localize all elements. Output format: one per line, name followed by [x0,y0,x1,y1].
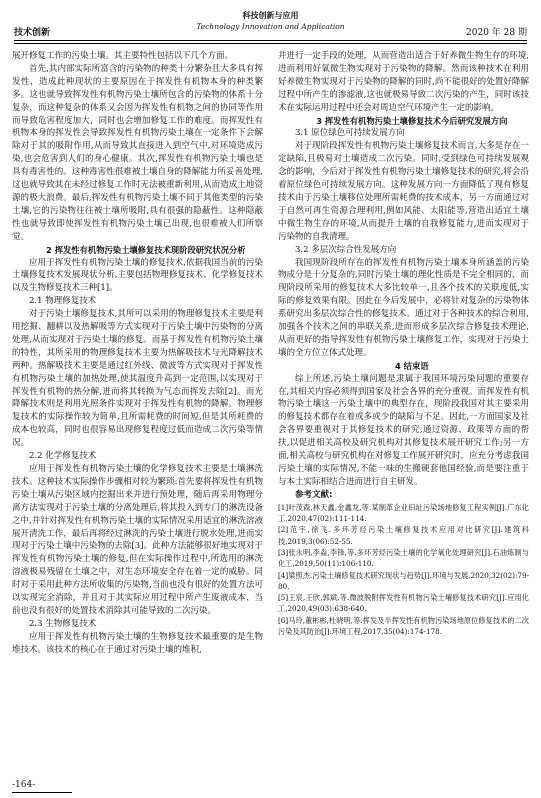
reference-item: [5]王宸,王欣,郭斌,等.微波脱附挥发性有机物污染土壤修复技术研究[J].应用化工,2020,49(03):638-640. [278,593,529,614]
body-paragraph: 并进行一定手段的处理，从而营造出适合于好养微生物生存的环境,进而利用好氧微生物实现对于污染物的降解。然而该种技术在利用好养微生物实现对于污染物的降解的同时,尚不能很好的处置好降解过程中所产生的渗滤液,这也就极易导致二次污染的产生，同时该技术在实际运用过程中还会对周边空气环境产生一定的影响。 [278,51,529,113]
reference-item: [1]叶茂森,林天鑫,金鑫龙,等.某制革企业旧址污染场地修复工程实例[J].广东化工,2020,47(02):111-114. [278,502,529,524]
reference-item: [4]梁照杰.污染土壤修复技术研究现状与趋势[J].环境与发展,2020,32(02):79-80. [278,570,529,591]
header-rule-thick [14,40,527,41]
body-paragraph: 应用于挥发性有机物污染土壤的生物修复技术最重要的是生物堆技术。该技术的核心在于通过对污染土壤的堆积, [12,631,263,655]
reference-item: [2]范宇,徐飞.多环芳烃污染土壤修复技术应用对比研究[J].建筑科技,2019,3(06):52-55. [278,525,529,546]
subsection-heading: 2.1 物理修复技术 [29,296,97,307]
body-paragraph: 应用于挥发性有机物污染土壤的修复技术,依据我国当前的污染土壤修复技术发展现状分析,主要包括物理修复技术、化学修复技术以及生物修复技术三种[1]。 [12,257,263,294]
references-heading: 参考文献: [295,489,333,500]
body-paragraph: 首先,其内部实际所富含的污染物的种类十分繁杂且大多具有挥发性，造成此种现状的主要原因在于挥发性有机物本身的种类繁多。这也就导致挥发性有机物污染土壤所包含的污染物的体系十分复杂，而这种复杂的体系又会因为挥发性有机物之间的协同等作用而导致危害程度加大，同时也会增加修复工作的难度。而挥发性有机物本身的挥发性会导致挥发性有机物污染土壤在一定条件下会解除对于其的吸附作用,从而导致其直接进入到空气中,对环境造成污染,也会危害到人们的身心健康。其次,挥发性有机物污染土壤也是具有毒害性的。这种毒害性很难被土壤自身的降解能力所妥善处理,这也就导致其在未经过修复工作时无法被重新利用,从而造成土地资源的极大浪费。最后,挥发性有机物污染土壤不同于其他类型的污染土壤,它的污染物往往被土壤所吸附,具有很强的隐蔽性。这种隐蔽性也就导致即使挥发性有机物污染土壤已出现,也很难被人们所察觉。 [12,63,263,242]
section-label: 技术创新 [14,27,51,37]
subsection-heading: 3.2 多层次综合性发展方向 [295,244,397,255]
body-paragraph: 对于污染土壤修复技术,其所可以采用的物理修复技术主要是利用挖掘、翻耕以及热解吸等方式实现对于污染土壤中污染物的分离处理,从而实现对于污染土壤的修复。而基于挥发性有机物污染土壤的特性，其所采用的物理修复技术主要为热解吸技术与光降解技术两种。热解吸技术主要是通过红外线、微波等方式实现对于挥发性有机物污染土壤的加热处理,使其温度升高到一定范围,以实现对于挥发性有机物的热分解,进而将其转换为气态而挥发去除[2]。而光降解技术则是利用光照条件实现对于挥发性有机物的降解。物理修复技术的实际操作较为简单,且所需耗费的时间短,但是其所耗费的成本也较高，同时也很容易出现修复程度过低而造成二次污染等情况。 [12,309,263,449]
reference-item: [3]张永明,李淼,李锋,等.多环芳烃污染土壤的化学氧化处理研究[J].石油炼制与化工,2019,50(11):106-110. [278,547,529,569]
header-rule-thin [14,43,527,44]
section-heading: 2 挥发性有机物污染土壤修复技术现阶段研究状况分析 [46,244,246,255]
body-paragraph: 应用于挥发性有机物污染土壤的化学修复技术主要是土壤淋洗技术。这种技术实际操作步骤相对较为繁琐:首先要将挥发性有机物污染土壤从污染区域内挖掘出来并进行预处理，随后再采用物理分离方法实现对于污染土壤的分离处理后,将其投入到专门的淋洗设备之中,并针对挥发性有机物污染土壤的实际情况采用适宜的淋洗溶液展开清洗工作，最后再将经过淋洗的污染土壤进行脱水处理,进而实现对于污染土壤中污染物的去除[3]。此种方法能够很好地实现对于挥发性有机物污染土壤的修复,但在实际操作过程中,所选用的淋洗溶液极易残留在土壤之中，对生态环境安全存在着一定的威胁。同时对于采用此种方法所收集的污染物,当前也没有很好的处置方法可以实现完全消除，并且对于其实际应用过程中所产生废液成本、当前也没有很好的处置技术消除其可能导致的二次污染。 [12,464,263,616]
body-paragraph: 我国现阶段所存在的挥发性有机物污染土壤本身所涵盖的污染物成分是十分复杂的,同时污染土壤的理化性质是不完全相同的，而现阶段所采用的修复技术大多比较单一,且各个技术的关联度低,实际的修复效果有限。因此在今后发展中，必将针对复杂的污染物体系研究出多层次综合性的修复技术。通过对于各种技术的综合利用,加强各个技术之间的串联关系,进而形成多层次综合修复技术理论,从而更好的指导挥发性有机物污染土壤修复工作，实现对于污染土壤的全方位立体式处理。 [278,257,529,358]
journal-title-cn: 科技创新与应用 [242,10,299,20]
issue-label: 2020 年 28 期 [466,28,527,38]
subsection-heading: 2.2 化学修复技术 [29,451,97,462]
page-number-rule [12,792,72,793]
section-heading: 3 挥发性有机物污染土壤修复技术今后研究发展方向 [316,115,508,126]
reference-item: [6]马玲,董彬彬,杜晓明,等.挥发及半挥发性有机物污染场地原位修复技术的二次污染及其防治[J].环境工程,2017,35(04):174-178. [278,615,529,636]
right-column [278,50,529,637]
section-heading: 4 结束语 [395,360,429,371]
subsection-heading: 3.1 原位绿色可持续发展方向 [295,128,405,139]
journal-title [14,9,527,33]
page-number: -164- [12,780,36,790]
body-paragraph: 对于现阶段挥发性有机物污染土壤修复技术而言,大多是存在一定缺陷,且极易对土壤造成二次污染。同时,受到绿色可持续发展观念的影响，今后对于挥发性有机物污染土壤修复技术的研究,将会沿着原位绿色可持续发展方向。这种发展方向一方面降低了现有修复技术由于污染土壤移位处理所需耗费的技术成本，另一方面通过对于自然可再生资源合理利用,例如风能、太阳能等,营造出适宜土壤中微生物生存的环境,从而提升土壤的自我修复能力,进而实现对于污染物的自我清理。 [278,141,529,242]
left-column [12,50,263,657]
subsection-heading: 2.3 生物修复技术 [29,618,97,629]
body-paragraph: 综上所述,污染土壤问题是隶属于我国环境污染问题的重要存在,其相关内容必须得到国家及社会各界的充分重视。而挥发性有机物污染土壤这一污染土壤中的典型存在，现阶段我国对其主要采用的修复技术都存在着或多或少的缺陷与不足。因此,一方面国家及社会各界要重视对于其修复技术的研究,通过资源、政策等方面的帮扶,以促进相关高校及研究机构对其修复技术展开研究工作;另一方面,相关高校与研究机构在对修复工作展开研究时，应充分考虑我国污染土壤的实际情况,不能一味的生搬硬套他国经验,而是要注重于与本土实际相结合进而进行自主研发。 [278,373,529,487]
body-paragraph: 展开修复工作的污染土壤。其主要特性包括以下几个方面。 [12,51,234,61]
journal-title-en: Technology Innovation and Application [196,22,345,31]
page-header [14,6,527,42]
